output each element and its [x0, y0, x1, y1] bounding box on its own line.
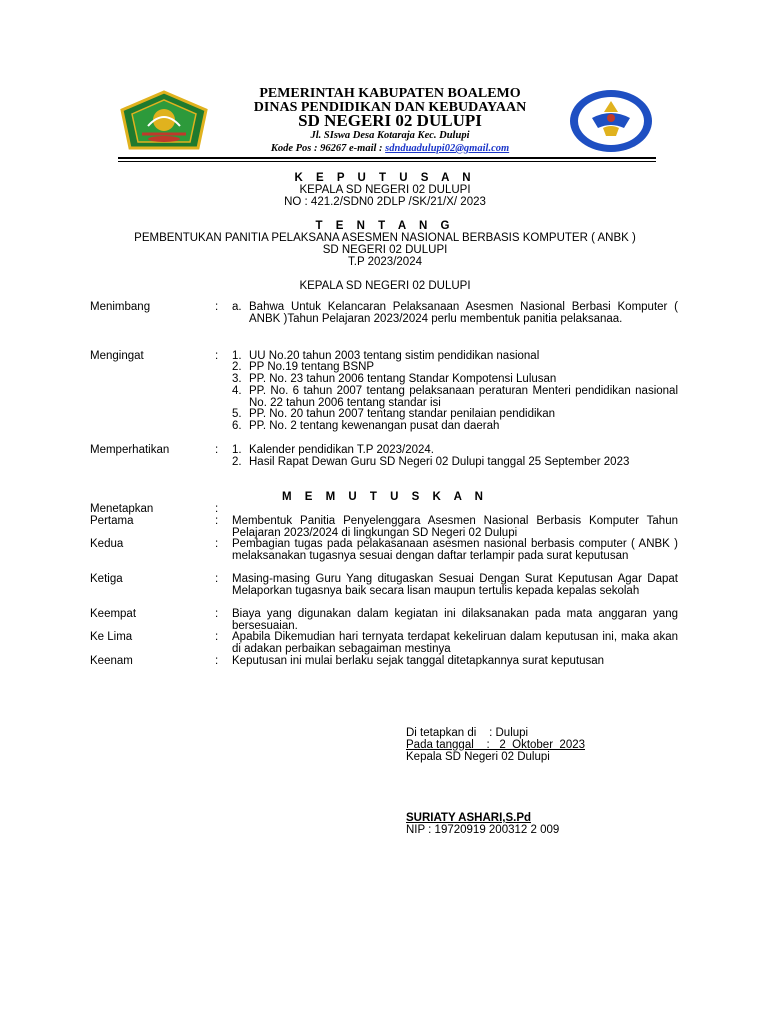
kedua-text: Pembagian tugas pada pelakasanaan asesmen nasional berbasis computer ( ANBK ) melaksanakan tugasnya sesuai dengan daftar terlampir pada surat keputusan	[232, 538, 678, 562]
letterhead-rule-thin	[118, 161, 656, 162]
decree-number: NO : 421.2/SDN0 2DLP /SK/21/X/ 2023	[284, 196, 486, 208]
mengingat-number: 6.	[232, 420, 242, 432]
topic-line-1: PEMBENTUKAN PANITIA PELAKSANA ASESMEN NASIONAL BERBASIS KOMPUTER ( ANBK )	[134, 232, 636, 244]
memperhatikan-number: 2.	[232, 456, 242, 468]
memperhatikan-number: 1.	[232, 444, 242, 456]
mengingat-item: PP. No. 20 tahun 2007 tentang standar penilaian pendidikan	[249, 408, 556, 420]
letterhead-government: PEMERINTAH KABUPATEN BOALEMO	[259, 86, 521, 101]
decree-issuer: KEPALA SD NEGERI 02 DULUPI	[299, 184, 471, 196]
keenam-colon: :	[215, 655, 219, 667]
topic-line-2: SD NEGERI 02 DULUPI	[322, 244, 448, 256]
mengingat-item: PP. No. 23 tahun 2006 tentang Standar Kompotensi Lulusan	[249, 373, 557, 385]
mengingat-number: 2.	[232, 361, 242, 373]
signature-place: Di tetapkan di : Dulupi	[406, 727, 529, 739]
memperhatikan-label: Memperhatikan	[90, 444, 170, 456]
mengingat-number: 3.	[232, 373, 242, 385]
kelima-label: Ke Lima	[90, 631, 133, 643]
menimbang-marker: a.	[232, 301, 242, 313]
menimbang-text: Bahwa Untuk Kelancaran Pelaksanaan Asesmen Nasional Berbasi Komputer ( ANBK )Tahun Pelajaran 2023/2024 perlu membentuk panitia pelaksanaa.	[249, 301, 678, 325]
decree-title: K E P U T U S A N	[294, 172, 476, 184]
memperhatikan-item: Kalender pendidikan T.P 2023/2024.	[249, 444, 435, 456]
mengingat-item: UU No.20 tahun 2003 tentang sistim pendidikan nasional	[249, 350, 540, 362]
mengingat-item: PP. No. 2 tentang kewenangan pusat dan daerah	[249, 420, 500, 432]
mengingat-item: PP No.19 tentang BSNP	[249, 361, 375, 373]
mengingat-number: 1.	[232, 350, 242, 362]
letterhead-department: DINAS PENDIDIKAN DAN KEBUDAYAAN	[253, 100, 527, 115]
letterhead-address: Jl. SIswa Desa Kotaraja Kec. Dulupi	[310, 130, 470, 141]
mengingat-item: PP. No. 6 tahun 2007 tentang pelaksanaan peraturan Menteri pendidikan nasional No. 22 tahun 2006 tentang standar isi	[249, 385, 678, 409]
ketiga-text: Masing-masing Guru Yang ditugaskan Sesuai Dengan Surat Keputusan Agar Dapat Melaporkan tugasnya baik secara lisan maupun tertulis kepada kepalas sekolah	[232, 573, 678, 597]
pertama-label: Pertama	[90, 515, 134, 527]
mengingat-number: 5.	[232, 408, 242, 420]
kelima-text: Apabila Dikemudian hari ternyata terdapat kekeliruan dalam keputusan ini, maka akan di adakan perbaikan sebagaiman mestinya	[232, 631, 678, 655]
menetapkan-colon: :	[215, 503, 219, 515]
signature-date: Pada tanggal : 2 Oktober 2023	[406, 739, 586, 751]
letterhead-contact	[180, 143, 600, 154]
letterhead-school-name: SD NEGERI 02 DULUPI	[298, 111, 482, 130]
signatory-nip: NIP : 19720919 200312 2 009	[406, 824, 560, 836]
signature-title: Kepala SD Negeri 02 Dulupi	[406, 751, 550, 763]
letterhead-rule-thick	[118, 157, 656, 159]
keempat-colon: :	[215, 608, 219, 620]
topic-line-3: T.P 2023/2024	[348, 256, 422, 268]
kedua-colon: :	[215, 538, 219, 550]
keenam-label: Keenam	[90, 655, 133, 667]
menimbang-colon: :	[215, 301, 219, 313]
memutuskan-title: M E M U T U S K A N	[282, 491, 488, 503]
signatory-name: SURIATY ASHARI,S.Pd	[406, 812, 532, 824]
pertama-text: Membentuk Panitia Penyelenggara Asesmen Nasional Berbasis Komputer Tahun Pelajaran 2023/2024 di lingkungan SD Negeri 02 Dulupi	[232, 515, 678, 539]
memperhatikan-colon: :	[215, 444, 219, 456]
postal-code-text: Kode Pos : 96267 e-mail :	[270, 143, 386, 154]
menimbang-label: Menimbang	[90, 301, 151, 313]
pertama-colon: :	[215, 515, 219, 527]
keempat-label: Keempat	[90, 608, 137, 620]
kedua-label: Kedua	[90, 538, 124, 550]
mengingat-number: 4.	[232, 385, 242, 397]
mengingat-label: Mengingat	[90, 350, 144, 362]
tentang-title: T E N T A N G	[315, 220, 455, 232]
email-link[interactable]: sdnduadulupi02@gmail.com	[385, 143, 510, 154]
issuer-repeat: KEPALA SD NEGERI 02 DULUPI	[299, 280, 471, 292]
memperhatikan-item: Hasil Rapat Dewan Guru SD Negeri 02 Dulupi tanggal 25 September 2023	[249, 456, 630, 468]
ketiga-colon: :	[215, 573, 219, 585]
menetapkan-label: Menetapkan	[90, 503, 154, 515]
keempat-text: Biaya yang digunakan dalam kegiatan ini dilaksanakan pada mata anggaran yang bersesuaian.	[232, 608, 678, 632]
kelima-colon: :	[215, 631, 219, 643]
keenam-text: Keputusan ini mulai berlaku sejak tanggal ditetapkannya surat keputusan	[232, 655, 605, 667]
mengingat-colon: :	[215, 350, 219, 362]
ketiga-label: Ketiga	[90, 573, 123, 585]
